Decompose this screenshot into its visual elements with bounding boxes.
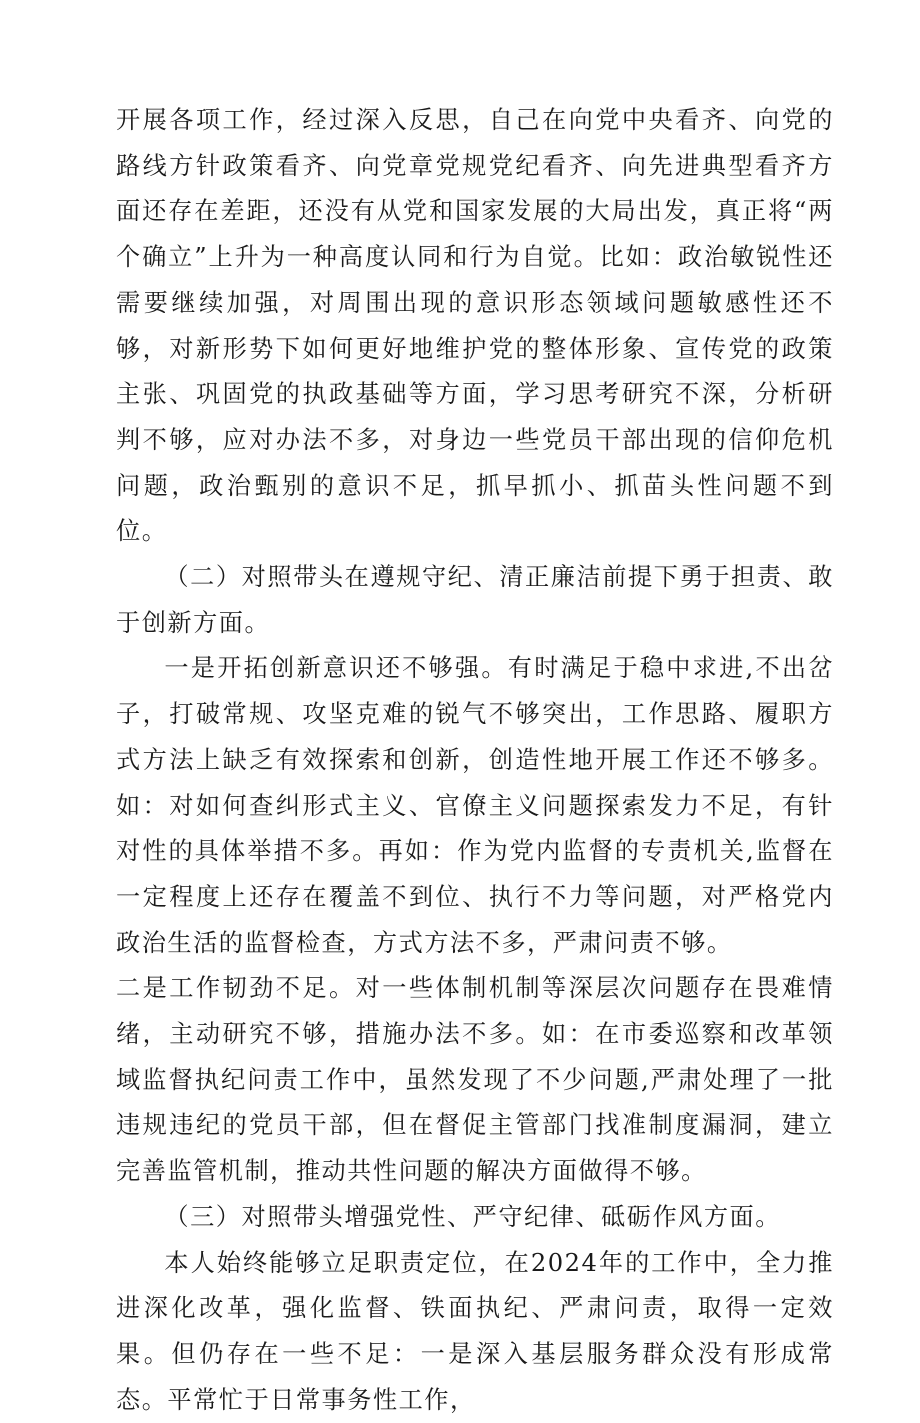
- paragraph-perseverance: 二是工作韧劲不足。对一些体制机制等深层次问题存在畏难情绪，主动研究不够，措施办法不多。如：在市委巡察和改革领域监督执纪问责工作中，虽然发现了不少问题,严肃处理了一批违规违纪的党员干部，但在督促主管部门找准制度漏洞，建立完善监管机制，推动共性问题的解决方面做得不够。: [116, 974, 834, 1186]
- paragraph-innovation: 一是开拓创新意识还不够强。有时满足于稳中求进,不出岔子，打破常规、攻坚克难的锐气不够突出，工作思路、履职方式方法上缺乏有效探索和创新，创造性地开展工作还不够多。如：对如何查纠形式主义、官僚主义问题探索发力不足，有针对性的具体举措不多。再如：作为党内监督的专责机关,监督在一定程度上还存在覆盖不到位、执行不力等问题，对严格党内政治生活的监督检查，方式方法不多，严肃问责不够。: [116, 654, 834, 957]
- paragraph-duty-position: 本人始终能够立足职责定位，在2024年的工作中，全力推进深化改革，强化监督、铁面执纪、严肃问责，取得一定效果。但仍存在一些不足：一是深入基层服务群众没有形成常态。平常忙于日常事务性工作，: [116, 1248, 834, 1414]
- section-heading-3: （三）对照带头增强党性、严守纪律、砥砺作风方面。: [164, 1202, 781, 1231]
- section-heading-2: （二）对照带头在遵规守纪、清正廉洁前提下勇于担责、敢于创新方面。: [116, 563, 834, 637]
- paragraph-political-awareness: 开展各项工作，经过深入反思，自己在向党中央看齐、向党的路线方针政策看齐、向党章党规党纪看齐、向先进典型看齐方面还存在差距，还没有从党和国家发展的大局出发，真正将“两个确立”上升为一种高度认同和行为自觉。比如：政治敏锐性还需要继续加强，对周围出现的意识形态领域问题敏感性还不够，对新形势下如何更好地维护党的整体形象、宣传党的政策主张、巩固党的执政基础等方面，学习思考研究不深，分析研判不够，应对办法不多，对身边一些党员干部出现的信仰危机问题，政治甄别的意识不足，抓早抓小、抓苗头性问题不到位。: [116, 106, 834, 546]
- document-body: [116, 98, 834, 1423]
